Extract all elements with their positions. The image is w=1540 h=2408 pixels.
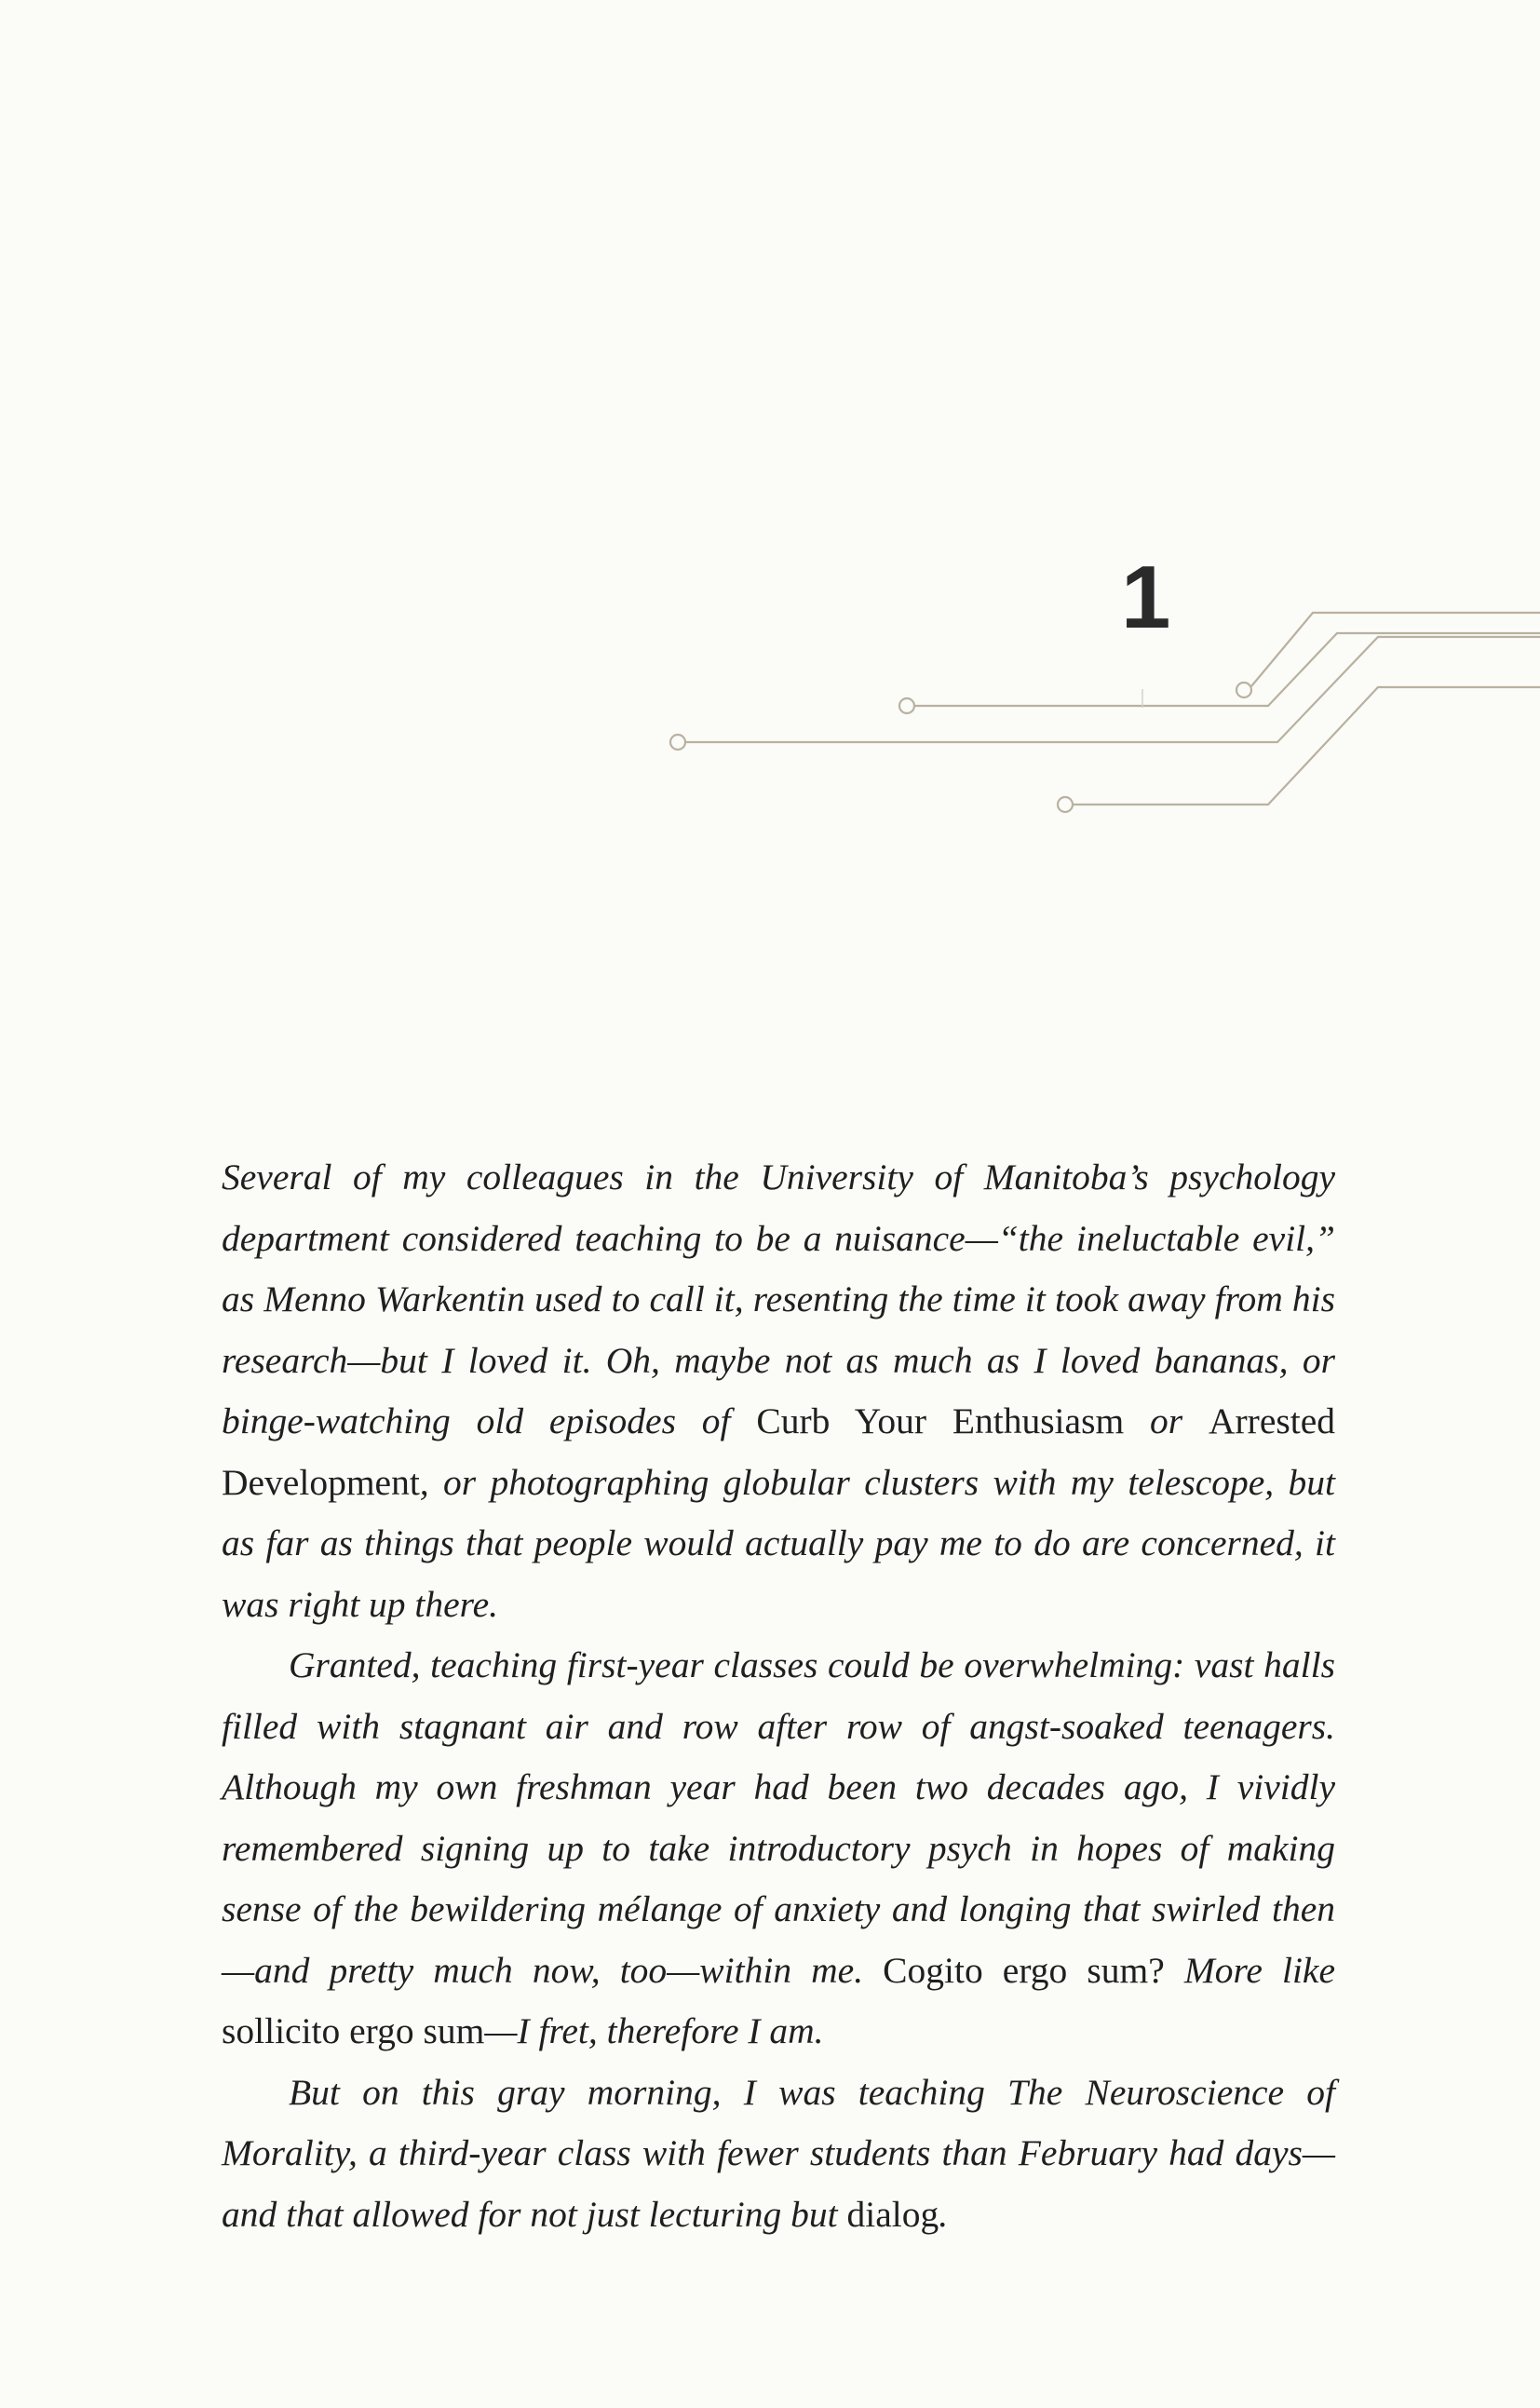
trace-node — [670, 735, 685, 750]
circuit-traces-icon — [0, 0, 1540, 931]
trace-line — [1251, 613, 1540, 686]
text-run: . — [939, 2193, 949, 2235]
chapter-opener — [0, 0, 1540, 931]
trace-node — [1236, 683, 1251, 697]
trace-line — [685, 637, 1540, 742]
text-run: But on this gray morning, I was teaching The Neuroscience of Morality, a third-year class with fewer students than February had days—and that allowed for not just lecturing but — [222, 2071, 1335, 2235]
latin-phrase: Cogito ergo sum? — [883, 1949, 1165, 1991]
paragraph-2 — [222, 1635, 1335, 2063]
paragraph-3 — [222, 2063, 1335, 2246]
text-run: , or photographing globular clusters with my telescope, but as far as things that people would actually pay me to do are concerned, it was right up there. — [222, 1461, 1335, 1625]
show-title: Curb Your Enthusiasm — [756, 1400, 1125, 1441]
text-run: or — [1124, 1400, 1209, 1441]
text-run: More like — [1164, 1949, 1335, 1991]
paragraph-1 — [222, 1147, 1335, 1635]
chapter-number: 1 — [1121, 548, 1171, 647]
show-title: Arrested Development — [222, 1400, 1335, 1503]
text-run: Several of my colleagues in the University of Manitoba’s psychology department considered teaching to be a nuisance—“the ineluctable evil,” as Menno Warkentin used to call it, resenting the time it took away from his research—but I loved it. Oh, maybe not as much as I loved bananas, or binge-watching old episodes of — [222, 1157, 1335, 1441]
latin-phrase: sollicito ergo sum — [222, 2010, 485, 2051]
text-run: Granted, teaching first-year classes could be overwhelming: vast halls filled with stagnant air and row after row of angst-soaked teenagers. Although my own freshman year had been two decades ago, I vividly remembered signing up to take introductory psych in hopes of making sense of the bewildering mélange of anxiety and longing that swirled then—and pretty much now, too—within me. — [222, 1644, 1335, 1991]
trace-node — [1058, 797, 1073, 812]
trace-node — [899, 698, 914, 713]
text-run: —I fret, therefore I am. — [484, 2010, 824, 2051]
trace-line — [914, 633, 1540, 706]
emphasized-word: dialog — [846, 2193, 939, 2235]
chapter-body-text — [222, 1147, 1335, 2245]
